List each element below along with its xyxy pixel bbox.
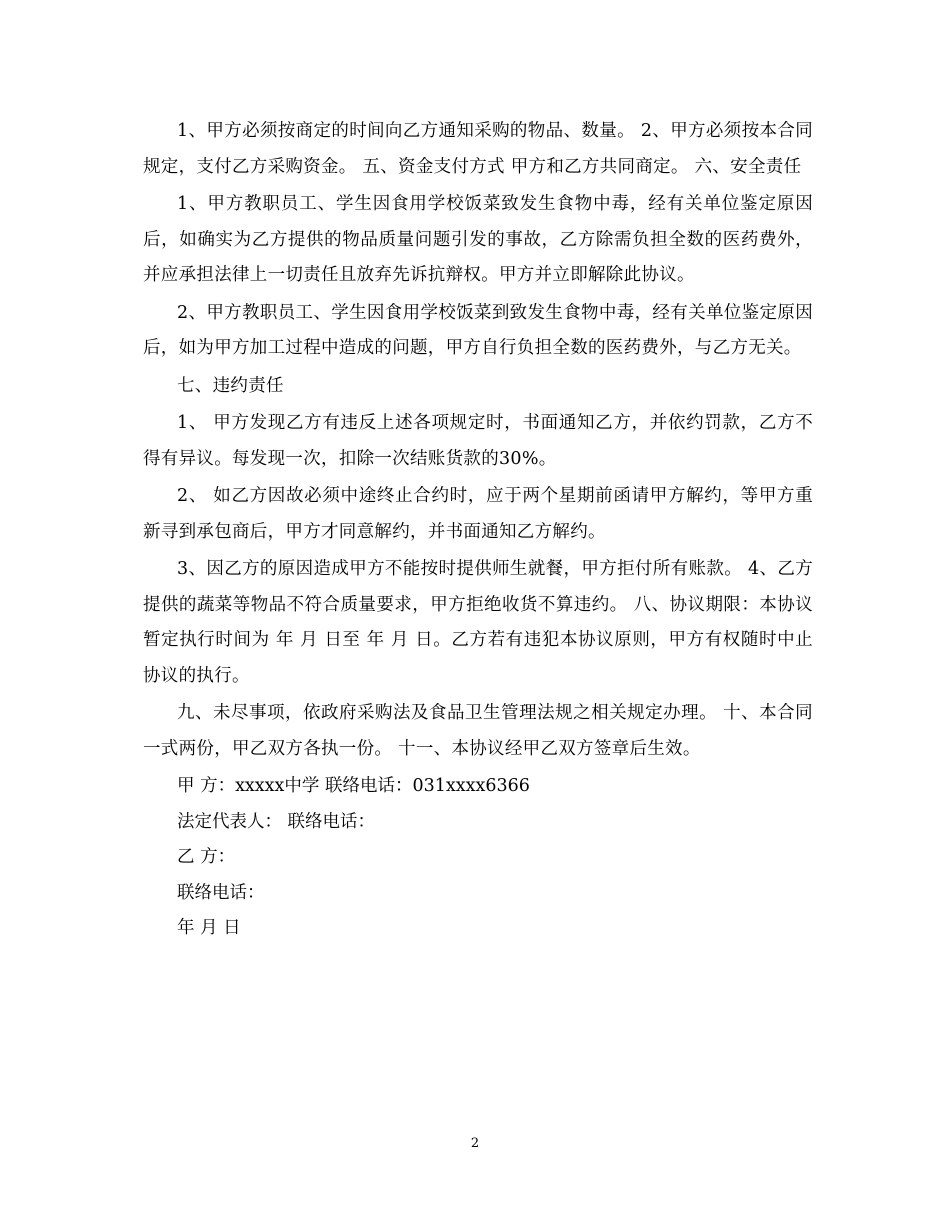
signature-contact-phone: 联络电话： xyxy=(177,882,265,903)
paragraph-safety-clause-2: 2、甲方教职员工、学生因食用学校饭菜到致发生食物中毒，经有关单位鉴定原因后，如为甲方加工过程中造成的问题，甲方自行负担全数的医药费外，与乙方无关。 xyxy=(143,302,813,358)
paragraph-safety-clause-1: 1、甲方教职员工、学生因食用学校饭菜致发生食物中毒，经有关单位鉴定原因后，如确实为乙方提供的物品质量问题引发的事故，乙方除需负担全数的医药费外，并应承担法律上一切责任且放弃先诉抗辩权。甲方并立即解除此协议。 xyxy=(143,194,813,285)
signature-party-a: 甲 方：xxxxx中学 联络电话：031xxxx6366 xyxy=(177,776,530,796)
paragraph-breach-clause-2: 2、 如乙方因故必须中途终止合约时，应于两个星期前函请甲方解约，等甲方重新寻到承包商后，甲方才同意解约，并书面通知乙方解约。 xyxy=(143,486,813,542)
document-body xyxy=(143,114,813,947)
signature-date: 年 月 日 xyxy=(177,918,241,938)
page-number: 2 xyxy=(470,1136,480,1151)
signature-party-b: 乙 方： xyxy=(177,847,236,867)
signature-legal-representative: 法定代表人： 联络电话： xyxy=(177,811,376,832)
paragraph-supply-and-safety: 1、甲方必须按商定的时间向乙方通知采购的物品、数量。 2、甲方必须按本合同规定，支付乙方采购资金。 五、资金支付方式 甲方和乙方共同商定。 六、安全责任 xyxy=(143,121,813,177)
paragraph-breach-clause-1: 1、 甲方发现乙方有违反上述各项规定时，书面通知乙方，并依约罚款，乙方不得有异议。每发现一次，扣除一次结账货款的30%。 xyxy=(143,413,813,469)
paragraph-misc-clauses: 九、未尽事项，依政府采购法及食品卫生管理法规之相关规定办理。 十、本合同一式两份，甲乙双方各执一份。 十一、本协议经甲乙双方签章后生效。 xyxy=(143,703,813,759)
section-heading-breach: 七、违约责任 xyxy=(177,375,284,396)
paragraph-breach-clause-3-term: 3、因乙方的原因造成甲方不能按时提供师生就餐，甲方拒付所有账款。 4、乙方提供的蔬菜等物品不符合质量要求，甲方拒绝收货不算违约。 八、协议期限：本协议暂定执行时间为 年 月 日至 年 月 日。乙方若有违犯本协议原则，甲方有权随时中止协议的执行。 xyxy=(143,559,813,686)
